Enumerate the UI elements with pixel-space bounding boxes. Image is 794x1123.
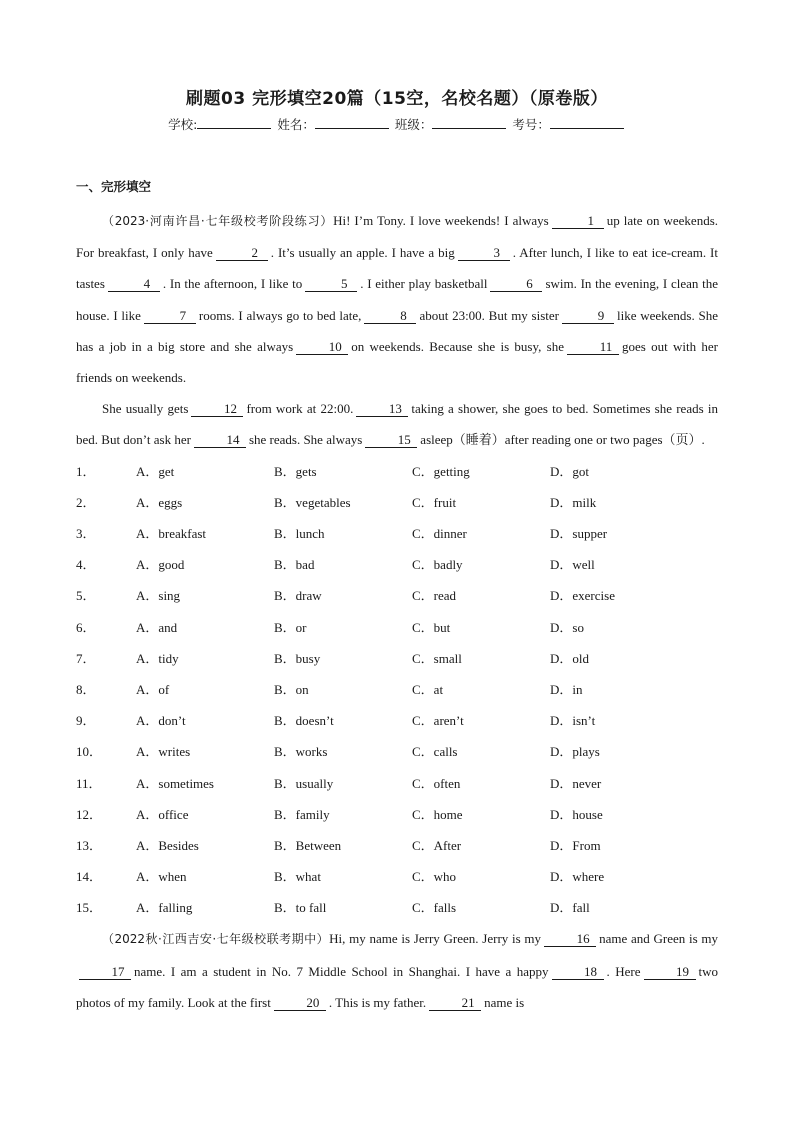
option-b[interactable]: B．family [274,806,330,822]
question-number: 1． [76,463,96,479]
passage-1-paragraph-2 [76,393,718,455]
option-a[interactable]: A．Besides [136,837,199,853]
question-number: 15． [76,900,103,916]
passage-text: up late on weekends. For breakfast, I only have [76,213,719,261]
blank-18: 18 [552,965,604,980]
option-c[interactable]: C．small [412,650,462,666]
passage-source: （2023·河南许昌·七年级校考阶段练习） [102,214,334,228]
passage-text: goes out with her friends on weekends. [76,338,718,386]
question-number: 3． [76,526,96,541]
blank-12: 12 [191,402,243,417]
question-number: 7． [76,650,96,666]
question-row [76,580,718,611]
question-number: 5． [76,588,96,604]
document-page [76,84,718,1018]
option-d[interactable]: D．where [550,869,605,885]
passage-text: Hi, my name is Jerry Green. Jerry is my [329,931,542,947]
option-a[interactable]: A．get [136,463,175,479]
passage-2-paragraph-1 [76,923,718,1018]
question-number: 4． [76,557,96,573]
passage-text: . This is my father. [328,994,427,1010]
option-b[interactable]: B．vegetables [274,494,351,510]
passage-text: like weekends. She has a job in a big store and she always [76,307,718,354]
option-d[interactable]: D．isn’t [550,713,596,729]
blank-14: 14 [194,433,246,448]
blank-13: 13 [356,402,408,417]
option-c[interactable]: C．calls [412,744,458,760]
question-number: 8． [76,681,96,697]
blank-20: 20 [274,996,326,1011]
passage-text: . In the afternoon, I like to [162,276,303,292]
option-d[interactable]: D．got [550,463,590,479]
option-c[interactable]: C．home [412,806,463,822]
question-row [76,487,718,518]
option-d[interactable]: D．so [550,619,584,635]
passage-text: She usually gets [102,401,189,417]
class-field[interactable] [395,115,509,133]
option-a[interactable]: A．and [136,619,178,635]
passage-text: taking a shower, she goes to bed. Sometimes she reads in bed. But don’t ask her [76,401,718,448]
option-c[interactable]: C．dinner [412,526,467,541]
option-a[interactable]: A．when [136,869,187,885]
option-b[interactable]: B．doesn’t [274,713,334,729]
option-c[interactable]: C．often [412,775,461,791]
passage-text: she reads. She always [248,432,363,448]
blank-5: 5 [305,277,357,292]
passage-text: . It’s usually an apple. I have a big [270,245,455,261]
question-row [76,705,718,736]
option-d[interactable]: D．milk [550,494,597,510]
school-blank[interactable] [197,116,271,129]
option-c[interactable]: C．falls [412,900,457,916]
question-row [76,674,718,705]
question-row [76,892,718,923]
option-d[interactable]: D．old [550,650,590,666]
question-row [76,456,718,487]
question-number: 13． [76,837,103,853]
exam-number-field[interactable] [512,115,626,133]
question-row [76,861,718,892]
option-d[interactable]: D．in [550,681,583,697]
option-d[interactable]: D．supper [550,526,608,541]
name-field[interactable] [277,115,391,133]
blank-19: 19 [644,965,696,980]
option-c[interactable]: C．at [412,681,444,697]
option-a[interactable]: A．of [136,681,170,697]
option-d[interactable]: D．plays [550,744,600,760]
option-b[interactable]: B．to fall [274,900,327,916]
passage-text: . I either play basketball [360,276,488,292]
passage-text: . After lunch, I like to eat ice-cream. It tastes [76,245,718,292]
blank-11: 11 [567,340,619,355]
class-label: 班级： [394,117,433,132]
name-label: 姓名： [277,117,315,132]
school-field[interactable] [168,115,273,133]
option-b[interactable]: B．bad [274,557,315,573]
option-b[interactable]: B．Between [274,837,342,853]
option-c[interactable]: C．aren’t [412,713,464,729]
section-heading: 一、完形填空 [76,179,152,194]
option-b[interactable]: B．on [274,681,309,697]
blank-21: 21 [429,996,481,1011]
option-a[interactable]: A．falling [136,900,193,916]
passage-text: two photos of my family. Look at the first [76,963,718,1010]
page-title: 刷题03 完形填空20篇（15空，名校名题）（原卷版） [186,89,608,109]
passage-text: name is [484,994,525,1010]
question-row [76,799,718,830]
blank-2: 2 [216,246,268,261]
question-row [76,768,718,799]
class-blank[interactable] [432,116,506,129]
blank-1: 1 [552,214,604,229]
option-c[interactable]: C．After [412,837,462,853]
option-b[interactable]: B．what [274,869,321,885]
blank-8: 8 [364,309,416,324]
question-row [76,830,718,861]
option-c[interactable]: C．badly [412,557,463,573]
question-number: 10． [76,744,103,760]
question-list [76,456,718,924]
question-row [76,549,718,580]
passage-text: . Here [606,963,641,979]
option-b[interactable]: B．usually [274,775,334,791]
passage-1-paragraph-1 [76,205,718,393]
option-b[interactable]: B．or [274,619,307,635]
question-number: 14． [76,869,103,885]
option-a[interactable]: A．office [136,806,189,822]
option-a[interactable]: A．tidy [136,650,179,666]
option-d[interactable]: D．never [550,775,602,791]
passage-text: asleep（睡着）after reading one or two pages（页）. [420,432,705,448]
passage-text: from work at 22:00. [246,401,354,417]
question-number: 9． [76,713,96,729]
option-b[interactable]: B．lunch [274,526,325,541]
passage-text: about 23:00. But my sister [419,307,559,323]
school-label: 学校: [168,117,198,132]
option-c[interactable]: C．getting [412,463,470,479]
option-a[interactable]: A．breakfast [136,526,207,541]
student-info-line [76,115,718,133]
option-d[interactable]: D．well [550,557,595,573]
option-b[interactable]: B．gets [274,463,317,479]
option-d[interactable]: D．exercise [550,588,615,604]
question-row [76,612,718,643]
option-a[interactable]: A．writes [136,744,191,760]
option-c[interactable]: C．who [412,869,457,885]
question-row [76,518,718,549]
question-number: 11． [76,775,102,791]
passage-text: name. I am a student in No. 7 Middle School in Shanghai. I have a happy [134,963,549,979]
blank-17: 17 [79,965,131,980]
blank-16: 16 [544,932,596,947]
option-a[interactable]: A．good [136,557,185,573]
option-d[interactable]: D．From [550,837,601,853]
question-row [76,643,718,674]
option-b[interactable]: B．works [274,744,328,760]
option-b[interactable]: B．busy [274,650,321,666]
passage-text: rooms. I always go to bed late, [198,307,362,323]
passage-text: name and Green is my [599,931,719,947]
question-row [76,736,718,767]
question-number: 2． [76,494,96,510]
option-b[interactable]: B．draw [274,588,322,604]
blank-9: 9 [562,309,614,324]
blank-10: 10 [296,340,348,355]
blank-3: 3 [458,246,510,261]
blank-4: 4 [108,277,160,292]
passage-source: （2022秋·江西吉安·七年级校联考期中） [102,932,330,947]
exam-number-label: 考号： [512,117,550,132]
option-d[interactable]: D．fall [550,900,590,916]
option-c[interactable]: C．read [412,588,457,604]
blank-6: 6 [490,277,542,292]
question-number: 12． [76,806,103,822]
blank-7: 7 [144,309,196,324]
question-number: 6． [76,619,96,635]
blank-15: 15 [365,433,417,448]
exam-number-blank[interactable] [550,116,624,129]
option-a[interactable]: A．sing [136,588,181,604]
passage-text: swim. In the evening, I clean the house. I like [76,276,718,323]
option-c[interactable]: C．fruit [412,494,457,510]
option-a[interactable]: A．sometimes [136,775,214,791]
passage-text: on weekends. Because she is busy, she [351,338,564,354]
passage-text: Hi! I’m Tony. I love weekends! I always [333,213,549,228]
option-a[interactable]: A．eggs [136,494,183,510]
option-a[interactable]: A．don’t [136,713,186,729]
option-c[interactable]: C．but [412,619,451,635]
option-d[interactable]: D．house [550,806,603,822]
name-blank[interactable] [315,116,389,129]
